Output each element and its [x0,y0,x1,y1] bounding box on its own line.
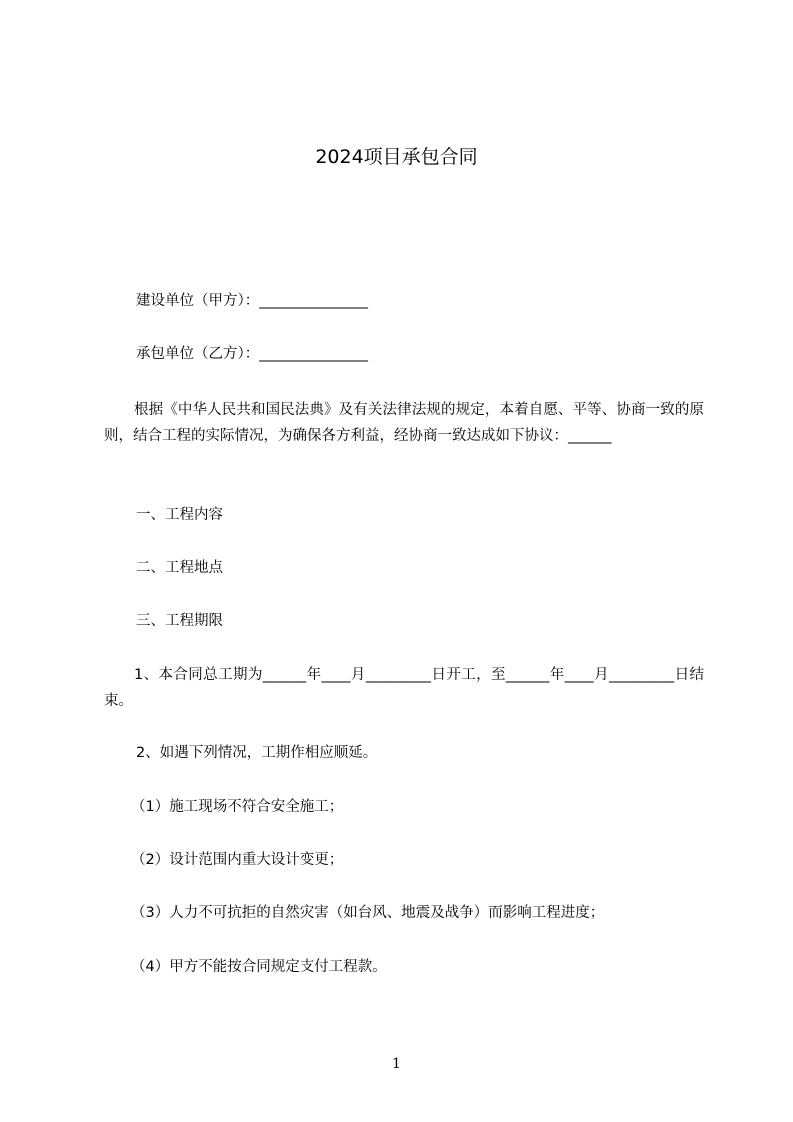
section-heading-work-period: 三、工程期限 [136,613,223,629]
list-item: （4）甲方不能按合同规定支付工程款。 [131,959,387,975]
clause-extension: 2、如遇下列情况，工期作相应顺延。 [136,745,378,761]
party-a-line: 建设单位（甲方）：_______________ [136,293,368,309]
clause-total-duration: 1、本合同总工期为______年____月_________日开工，至______年____月_________日结束。 [104,667,704,709]
document-title: 2024项目承包合同 [315,146,478,168]
section-heading-work-content: 一、工程内容 [136,507,223,523]
preamble-paragraph: 根据《中华人民共和国民法典》及有关法律法规的规定，本着自愿、平等、协商一致的原则，结合工程的实际情况，为确保各方利益，经协商一致达成如下协议：______ [104,402,704,444]
list-item: （1）施工现场不符合安全施工； [131,799,344,815]
party-b-line: 承包单位（乙方）：_______________ [136,346,368,362]
page-number: 1 [392,1056,401,1072]
list-item: （3）人力不可抗拒的自然灾害（如台风、地震及战争）而影响工程进度； [131,905,605,921]
list-item: （2）设计范围内重大设计变更； [131,852,344,868]
section-heading-work-location: 二、工程地点 [136,560,223,576]
